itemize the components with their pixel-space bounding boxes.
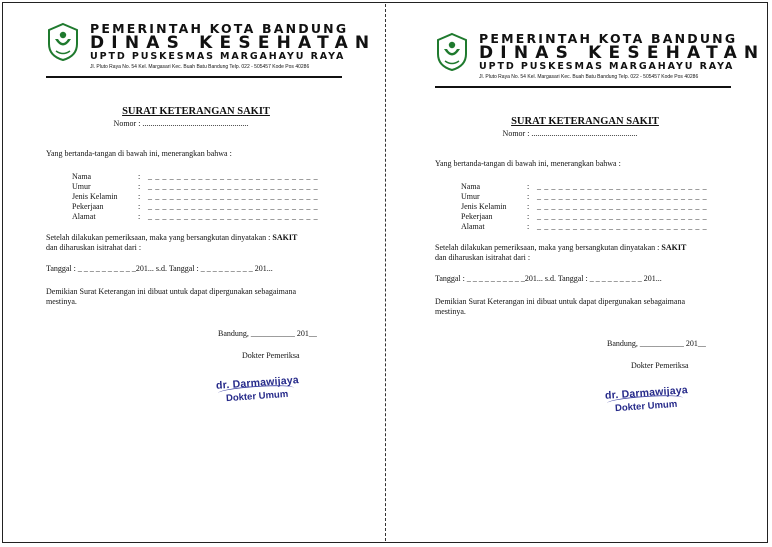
field-blank: _ _ _ _ _ _ _ _ _ _ _ _ _ _ _ _ _ _ _ _ _ _ _ _ (148, 202, 319, 211)
field-label: Nama (72, 172, 92, 181)
diagnosis-statement (46, 233, 346, 243)
letter-title: SURAT KETERANGAN SAKIT (122, 106, 270, 117)
field-alamat (461, 222, 735, 232)
field-separator: : (138, 172, 141, 181)
rest-statement: dan diharuskan isitrahat dari : (435, 253, 531, 262)
patient-fields (72, 172, 346, 222)
field-jenis-kelamin (72, 192, 346, 202)
field-label: Alamat (461, 222, 485, 231)
field-separator: : (527, 212, 530, 221)
letter-title: SURAT KETERANGAN SAKIT (511, 116, 659, 127)
kop-unit: UPTD PUSKESMAS MARGAHAYU RAYA (479, 61, 735, 72)
field-blank: _ _ _ _ _ _ _ _ _ _ _ _ _ _ _ _ _ _ _ _ _ _ _ _ (537, 182, 708, 191)
letter-right (435, 31, 766, 419)
field-blank: _ _ _ _ _ _ _ _ _ _ _ _ _ _ _ _ _ _ _ _ _ _ _ _ (537, 192, 708, 201)
letterhead-rule (435, 86, 731, 88)
field-separator: : (138, 212, 141, 221)
field-blank: _ _ _ _ _ _ _ _ _ _ _ _ _ _ _ _ _ _ _ _ _ _ _ _ (148, 172, 319, 181)
field-separator: : (527, 222, 530, 231)
stamp-doctor-title: Dokter Umum (614, 398, 678, 415)
kop-unit: UPTD PUSKESMAS MARGAHAYU RAYA (90, 51, 346, 62)
field-label: Alamat (72, 212, 96, 221)
kop-government: PEMERINTAH KOTA BANDUNG (90, 21, 349, 36)
rest-statement: dan diharuskan isitrahat dari : (46, 243, 142, 252)
closing-text: Demikian Surat Keterangan ini dibuat untuk dapat dipergunakan sebagaimana (435, 297, 685, 306)
field-blank: _ _ _ _ _ _ _ _ _ _ _ _ _ _ _ _ _ _ _ _ _ _ _ _ (537, 202, 708, 211)
field-blank: _ _ _ _ _ _ _ _ _ _ _ _ _ _ _ _ _ _ _ _ _ _ _ _ (537, 212, 708, 221)
diagnosis-status: SAKIT (661, 243, 687, 252)
stamp-doctor-name: dr. Darmawijaya (604, 384, 689, 402)
field-blank: _ _ _ _ _ _ _ _ _ _ _ _ _ _ _ _ _ _ _ _ _ _ _ _ (537, 222, 708, 231)
field-label: Pekerjaan (461, 212, 493, 221)
field-blank: _ _ _ _ _ _ _ _ _ _ _ _ _ _ _ _ _ _ _ _ _ _ _ _ (148, 182, 319, 191)
letterhead (435, 31, 766, 90)
diagnosis-statement (435, 243, 735, 253)
doctor-stamp (604, 384, 695, 419)
field-separator: : (527, 182, 530, 191)
field-jenis-kelamin (461, 202, 735, 212)
field-pekerjaan (72, 202, 346, 212)
kop-address: Jl. Pluto Raya No. 54 Kel. Margasari Kec. Buah Batu Bandung Telp. 022 - 505457 Kode Pos 40286 (479, 74, 699, 80)
closing-text-end: mestinya. (46, 297, 77, 306)
field-pekerjaan (461, 212, 735, 222)
field-label: Jenis Kelamin (461, 202, 507, 211)
kop-agency: DINAS KESEHATAN (90, 33, 377, 53)
field-nama (461, 182, 735, 192)
letterhead-text (90, 21, 377, 71)
patient-fields (461, 182, 735, 232)
diagnosis-status: SAKIT (272, 233, 298, 242)
field-separator: : (138, 192, 141, 201)
field-separator: : (527, 202, 530, 211)
field-label: Nama (461, 182, 481, 191)
signer-role: Dokter Pemeriksa (242, 351, 300, 360)
field-label: Umur (461, 192, 480, 201)
field-alamat (72, 212, 346, 222)
diagnosis-text: Setelah dilakukan pemeriksaan, maka yang bersangkutan dinyatakan : (46, 233, 273, 242)
field-separator: : (527, 192, 530, 201)
field-separator: : (138, 202, 141, 211)
field-label: Umur (72, 182, 91, 191)
city-logo-icon (46, 22, 80, 62)
intro-text: Yang bertanda-tangan di bawah ini, menerangkan bahwa : (46, 149, 232, 158)
diagnosis-text: Setelah dilakukan pemeriksaan, maka yang bersangkutan dinyatakan : (435, 243, 662, 252)
letter-left (46, 21, 377, 409)
field-blank: _ _ _ _ _ _ _ _ _ _ _ _ _ _ _ _ _ _ _ _ _ _ _ _ (148, 212, 319, 221)
stamp-doctor-name: dr. Darmawijaya (215, 374, 300, 392)
kop-government: PEMERINTAH KOTA BANDUNG (479, 31, 738, 46)
letterhead-rule (46, 76, 342, 78)
kop-agency: DINAS KESEHATAN (479, 43, 766, 63)
date-range: Tanggal : _ _ _ _ _ _ _ _ _ _201... s.d. Tanggal : _ _ _ _ _ _ _ _ _ 201... (46, 264, 273, 273)
signer-role: Dokter Pemeriksa (631, 361, 689, 370)
field-umur (72, 182, 346, 192)
closing-text: Demikian Surat Keterangan ini dibuat untuk dapat dipergunakan sebagaimana (46, 287, 296, 296)
date-range: Tanggal : _ _ _ _ _ _ _ _ _ _201... s.d. Tanggal : _ _ _ _ _ _ _ _ _ 201... (435, 274, 662, 283)
field-separator: : (138, 182, 141, 191)
stamp-doctor-title: Dokter Umum (225, 388, 289, 405)
place-date: Bandung, ___________ 201__ (218, 329, 317, 338)
letter-number: Nomor : ..................................................... (113, 119, 249, 128)
closing-text-end: mestinya. (435, 307, 466, 316)
intro-text: Yang bertanda-tangan di bawah ini, menerangkan bahwa : (435, 159, 621, 168)
field-umur (461, 192, 735, 202)
field-blank: _ _ _ _ _ _ _ _ _ _ _ _ _ _ _ _ _ _ _ _ _ _ _ _ (148, 192, 319, 201)
field-nama (72, 172, 346, 182)
letterhead-text (479, 31, 766, 81)
letter-number: Nomor : ..................................................... (502, 129, 638, 138)
field-label: Jenis Kelamin (72, 192, 118, 201)
place-date: Bandung, ___________ 201__ (607, 339, 706, 348)
field-label: Pekerjaan (72, 202, 104, 211)
letterhead (46, 21, 377, 80)
kop-address: Jl. Pluto Raya No. 54 Kel. Margasari Kec. Buah Batu Bandung Telp. 022 - 505457 Kode Pos 40286 (90, 64, 310, 70)
doctor-stamp (215, 374, 306, 409)
city-logo-icon (435, 32, 469, 72)
cut-line-divider (385, 4, 386, 541)
